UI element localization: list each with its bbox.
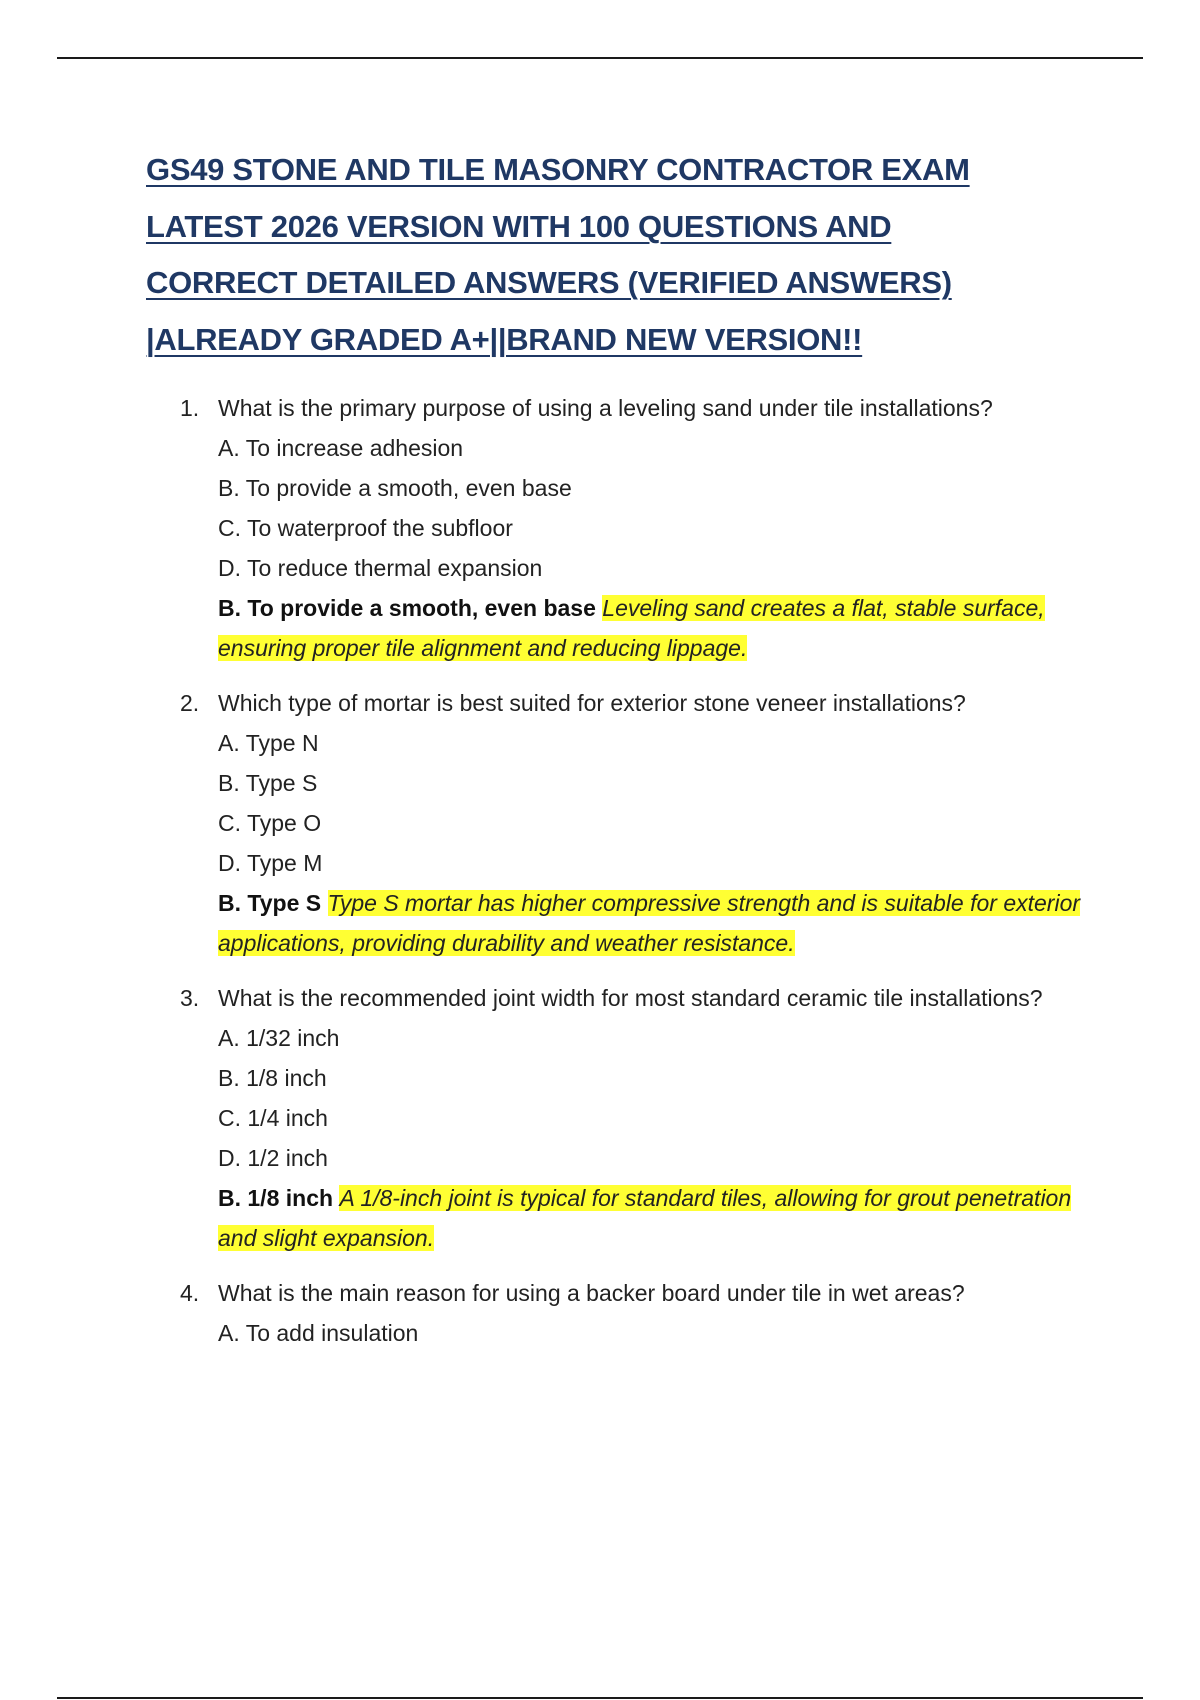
title-line: LATEST 2026 VERSION WITH 100 QUESTIONS AND xyxy=(146,208,892,244)
answer-option: A. 1/32 inch xyxy=(218,1025,340,1051)
correct-answer xyxy=(218,588,1090,668)
answer-choice: B. To provide a smooth, even base xyxy=(218,595,596,621)
answer-option: D. Type M xyxy=(218,850,323,876)
correct-answer xyxy=(218,883,1090,963)
answer-option: B. To provide a smooth, even base xyxy=(218,475,572,501)
title-line: GS49 STONE AND TILE MASONRY CONTRACTOR EXAM xyxy=(146,152,970,187)
answer-explanation: Type S mortar has higher compressive strength and is suitable for exterior applications, providing durability and weather resistance. xyxy=(218,890,1081,956)
answer-option: B. 1/8 inch xyxy=(218,1065,327,1091)
answer-option: D. To reduce thermal expansion xyxy=(218,555,543,581)
question-text: What is the primary purpose of using a leveling sand under tile installations? xyxy=(218,395,993,421)
document-title xyxy=(146,142,1106,368)
answer-explanation: Leveling sand creates a flat, stable surface, ensuring proper tile alignment and reducing lippage. xyxy=(218,595,1045,661)
answer-option: B. Type S xyxy=(218,770,318,796)
answer-explanation: A 1/8-inch joint is typical for standard tiles, allowing for grout penetration and slight expansion. xyxy=(218,1185,1072,1251)
title-line: CORRECT DETAILED ANSWERS (VERIFIED ANSWERS) xyxy=(146,265,952,300)
question-number: 4. xyxy=(180,1280,200,1306)
answer-choice: B. 1/8 inch xyxy=(218,1185,334,1211)
correct-answer xyxy=(218,1178,1090,1258)
bottom-rule xyxy=(57,1697,1143,1699)
question-number: 3. xyxy=(180,985,200,1011)
question-text: Which type of mortar is best suited for exterior stone veneer installations? xyxy=(218,690,966,716)
answer-option: C. 1/4 inch xyxy=(218,1105,328,1131)
question-number: 2. xyxy=(180,690,200,716)
question-number: 1. xyxy=(180,395,200,421)
answer-option: C. To waterproof the subfloor xyxy=(218,515,513,541)
top-rule xyxy=(57,57,1143,59)
title-line: |ALREADY GRADED A+||BRAND NEW VERSION!! xyxy=(146,321,863,357)
answer-option: C. Type O xyxy=(218,810,322,836)
question-text: What is the recommended joint width for most standard ceramic tile installations? xyxy=(218,985,1043,1011)
answer-option: A. Type N xyxy=(218,730,319,756)
question-item xyxy=(180,388,1090,668)
answer-option: A. To increase adhesion xyxy=(218,435,464,461)
answer-option: A. To add insulation xyxy=(218,1320,419,1346)
question-list xyxy=(180,388,1090,1368)
answer-option: D. 1/2 inch xyxy=(218,1145,328,1171)
question-item xyxy=(180,683,1090,963)
question-item xyxy=(180,978,1090,1258)
question-text: What is the main reason for using a backer board under tile in wet areas? xyxy=(218,1280,965,1306)
question-item xyxy=(180,1273,1090,1353)
answer-choice: B. Type S xyxy=(218,890,322,916)
